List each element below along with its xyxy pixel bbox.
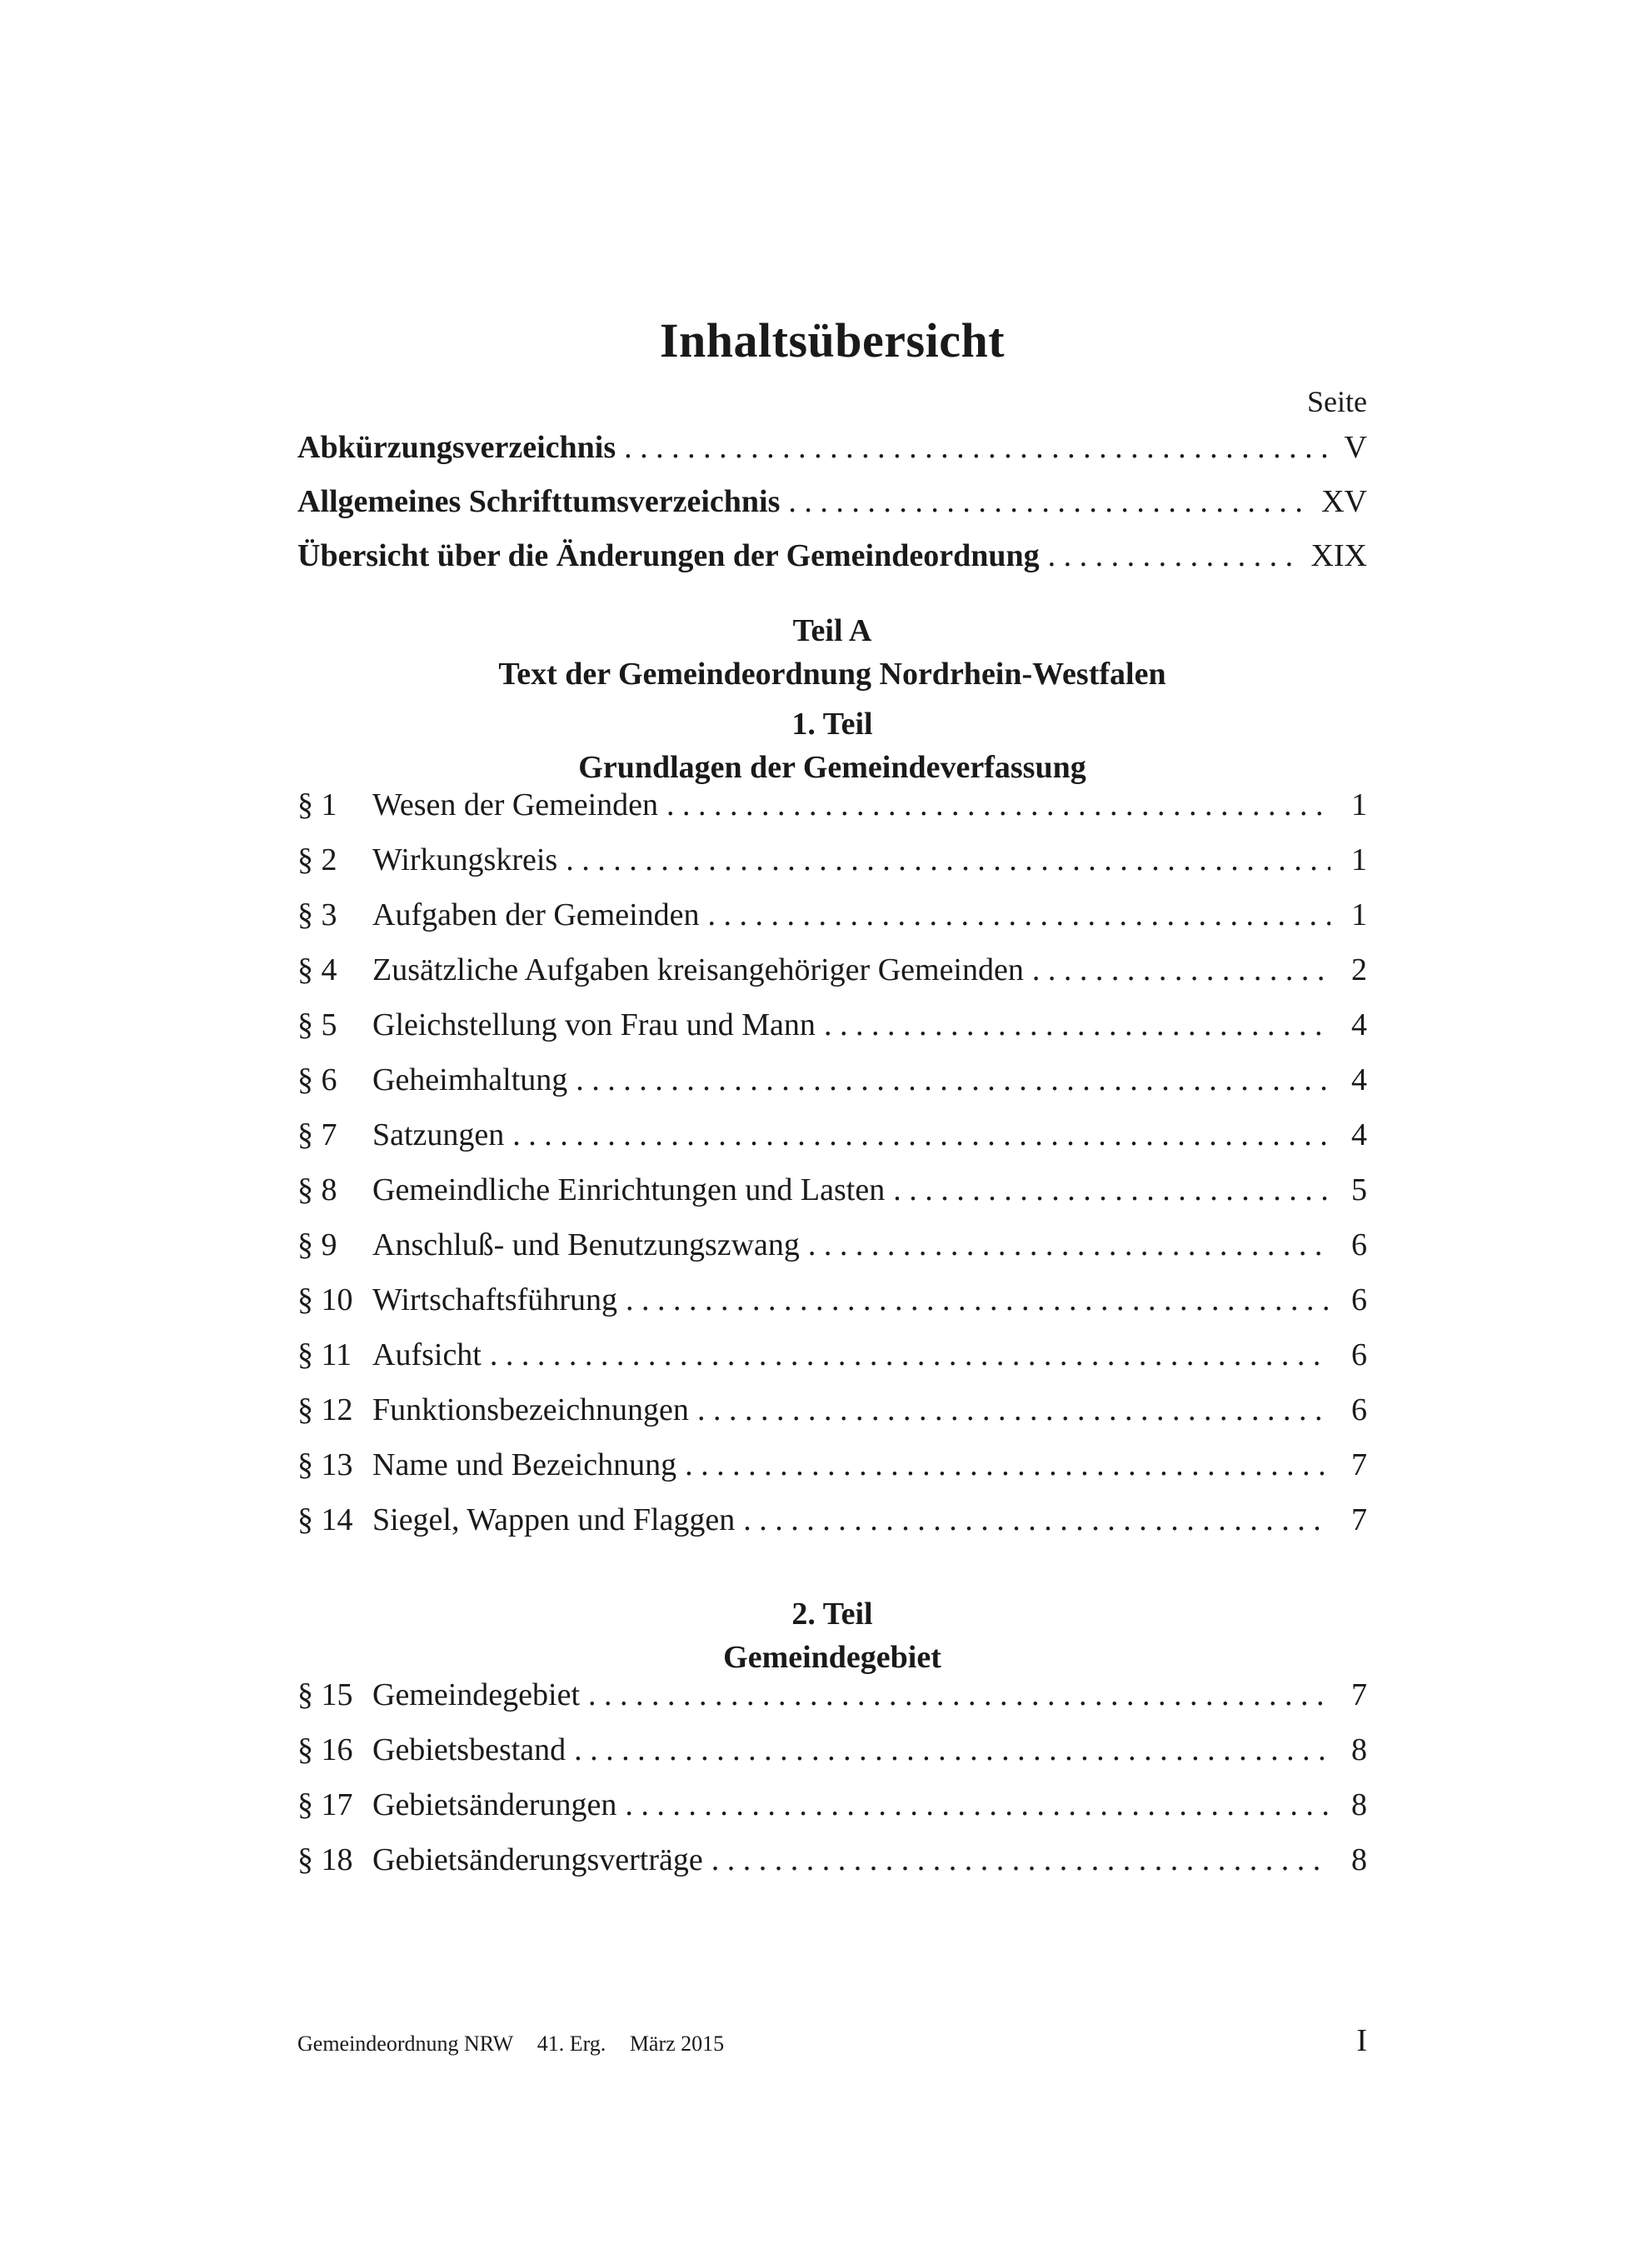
toc-entry-label: Gleichstellung von Frau und Mann xyxy=(372,1007,816,1042)
toc-entry[interactable] xyxy=(297,1229,1367,1284)
toc-entry-page: 8 xyxy=(1351,1732,1367,1767)
toc-entry-page: 1 xyxy=(1351,897,1367,932)
toc-entry-label: Gebietsbestand xyxy=(372,1732,566,1767)
toc-entry[interactable] xyxy=(297,1679,1367,1734)
leader-dots xyxy=(808,1229,1330,1261)
section-number: § 11 xyxy=(297,1337,352,1372)
toc-entry-label: Satzungen xyxy=(372,1117,505,1152)
section-number: § 16 xyxy=(297,1732,353,1767)
teil2-subtitle: Gemeindegebiet xyxy=(723,1640,941,1675)
toc-entry[interactable] xyxy=(297,1734,1367,1789)
section-number: § 9 xyxy=(297,1227,337,1262)
toc-entry-page: 6 xyxy=(1351,1392,1367,1427)
toc-entry-label: Wesen der Gemeinden xyxy=(372,787,659,822)
section-number: § 10 xyxy=(297,1282,353,1317)
toc-entry[interactable] xyxy=(297,1844,1367,1899)
leader-dots xyxy=(574,1734,1330,1766)
toc-entry-page: 7 xyxy=(1351,1502,1367,1537)
toc-entry-label: Geheimhaltung xyxy=(372,1062,568,1097)
leader-dots xyxy=(711,1844,1330,1876)
leader-dots xyxy=(685,1449,1330,1481)
table-of-contents xyxy=(297,313,1367,1899)
leader-dots xyxy=(1048,540,1300,572)
toc-entry-page: 7 xyxy=(1351,1447,1367,1482)
toc-entry[interactable] xyxy=(297,1789,1367,1844)
teil1-subtitle: Grundlagen der Gemeindeverfassung xyxy=(578,750,1086,785)
section-number: § 7 xyxy=(297,1117,337,1152)
leader-dots xyxy=(666,789,1330,821)
part-a-subtitle: Text der Gemeindeordnung Nordrhein-Westfalen xyxy=(498,657,1166,692)
toc-entry-label: Allgemeines Schrifttumsverzeichnis xyxy=(297,484,781,519)
toc-entry-label: Wirkungskreis xyxy=(372,842,558,877)
leader-dots xyxy=(576,1064,1330,1096)
section-number: § 15 xyxy=(297,1677,353,1712)
teil1-title: 1. Teil xyxy=(791,707,873,742)
toc-entry[interactable] xyxy=(297,1394,1367,1449)
section-number: § 12 xyxy=(297,1392,353,1427)
toc-entry[interactable] xyxy=(297,486,1367,540)
toc-entry-label: Aufsicht xyxy=(372,1337,482,1372)
toc-entry-label: Gebietsänderungsverträge xyxy=(372,1842,703,1877)
toc-entry-label: Wirtschaftsführung xyxy=(372,1282,617,1317)
leader-dots xyxy=(512,1119,1330,1151)
toc-entry-label: Gemeindegebiet xyxy=(372,1677,581,1712)
section-number: § 6 xyxy=(297,1062,337,1097)
footer-page-number: I xyxy=(1356,2023,1367,2058)
toc-entry-page: 7 xyxy=(1351,1677,1367,1712)
leader-dots xyxy=(893,1174,1330,1206)
page-footer xyxy=(297,2025,1367,2057)
section-number: § 2 xyxy=(297,842,337,877)
toc-entry-page: 1 xyxy=(1351,842,1367,877)
toc-entry-page: V xyxy=(1344,430,1367,465)
section-number: § 17 xyxy=(297,1787,353,1822)
toc-entry-page: 5 xyxy=(1351,1172,1367,1207)
leader-dots xyxy=(588,1679,1330,1711)
toc-entry-page: 4 xyxy=(1351,1117,1367,1152)
front-matter-list xyxy=(297,432,1367,594)
section-number: § 13 xyxy=(297,1447,353,1482)
toc-entry-label: Aufgaben der Gemeinden xyxy=(372,897,700,932)
leader-dots xyxy=(697,1394,1330,1426)
toc-entry[interactable] xyxy=(297,899,1367,954)
toc-entry[interactable] xyxy=(297,1504,1367,1559)
toc-entry[interactable] xyxy=(297,844,1367,899)
toc-entry-page: 8 xyxy=(1351,1842,1367,1877)
toc-entry-page: 2 xyxy=(1351,952,1367,987)
page-title: Inhaltsübersicht xyxy=(659,313,1006,367)
toc-entry[interactable] xyxy=(297,1174,1367,1229)
part-a-title: Teil A xyxy=(792,613,872,648)
teil2-heading xyxy=(297,1592,1367,1679)
toc-entry[interactable] xyxy=(297,432,1367,486)
section-number: § 1 xyxy=(297,787,337,822)
section-number: § 18 xyxy=(297,1842,353,1877)
toc-entry[interactable] xyxy=(297,540,1367,594)
leader-dots xyxy=(625,1789,1330,1821)
page-column-label: Seite xyxy=(1307,385,1367,418)
toc-entry-page: XIX xyxy=(1310,538,1367,573)
toc-entry[interactable] xyxy=(297,1119,1367,1174)
toc-entry-page: 8 xyxy=(1351,1787,1367,1822)
leader-dots xyxy=(626,1284,1330,1316)
toc-entry[interactable] xyxy=(297,789,1367,844)
toc-entry[interactable] xyxy=(297,1449,1367,1504)
toc-entry-page: 1 xyxy=(1351,787,1367,822)
toc-entry[interactable] xyxy=(297,1064,1367,1119)
section-number: § 4 xyxy=(297,952,337,987)
leader-dots xyxy=(824,1009,1330,1041)
leader-dots xyxy=(1032,954,1330,986)
toc-entry[interactable] xyxy=(297,1009,1367,1064)
toc-entry-page: 4 xyxy=(1351,1007,1367,1042)
toc-entry-label: Zusätzliche Aufgaben kreisangehöriger Gemeinden xyxy=(372,952,1024,987)
teil2-entries xyxy=(297,1679,1367,1899)
toc-entry-label: Gemeindliche Einrichtungen und Lasten xyxy=(372,1172,886,1207)
toc-entry-label: Abkürzungsverzeichnis xyxy=(297,430,616,465)
footer-date: März 2015 xyxy=(629,2032,725,2056)
leader-dots xyxy=(743,1504,1330,1536)
leader-dots xyxy=(788,486,1310,517)
toc-entry-label: Übersicht über die Änderungen der Gemeindeordnung xyxy=(297,538,1040,573)
toc-entry-page: 6 xyxy=(1351,1337,1367,1372)
toc-entry-page: 6 xyxy=(1351,1227,1367,1262)
teil1-heading xyxy=(297,702,1367,789)
teil1-entries xyxy=(297,789,1367,1559)
toc-entry-label: Funktionsbezeichnungen xyxy=(372,1392,689,1427)
section-number: § 14 xyxy=(297,1502,353,1537)
footer-info xyxy=(297,2033,1356,2055)
section-number: § 8 xyxy=(297,1172,337,1207)
leader-dots xyxy=(566,844,1330,876)
leader-dots xyxy=(708,899,1330,931)
toc-entry[interactable] xyxy=(297,1339,1367,1394)
leader-dots xyxy=(490,1339,1330,1371)
teil2-title: 2. Teil xyxy=(791,1597,873,1632)
footer-edition: 41. Erg. xyxy=(537,2032,606,2056)
toc-entry[interactable] xyxy=(297,1284,1367,1339)
footer-work: Gemeindeordnung NRW xyxy=(297,2032,514,2056)
toc-entry[interactable] xyxy=(297,954,1367,1009)
toc-entry-page: 6 xyxy=(1351,1282,1367,1317)
leader-dots xyxy=(624,432,1330,463)
toc-entry-label: Siegel, Wappen und Flaggen xyxy=(372,1502,736,1537)
toc-entry-label: Name und Bezeichnung xyxy=(372,1447,677,1482)
toc-entry-label: Gebietsänderungen xyxy=(372,1787,617,1822)
toc-entry-page: 4 xyxy=(1351,1062,1367,1097)
section-number: § 3 xyxy=(297,897,337,932)
toc-entry-page: XV xyxy=(1321,484,1367,519)
part-a-heading xyxy=(297,609,1367,696)
toc-entry-label: Anschluß- und Benutzungszwang xyxy=(372,1227,800,1262)
section-number: § 5 xyxy=(297,1007,337,1042)
